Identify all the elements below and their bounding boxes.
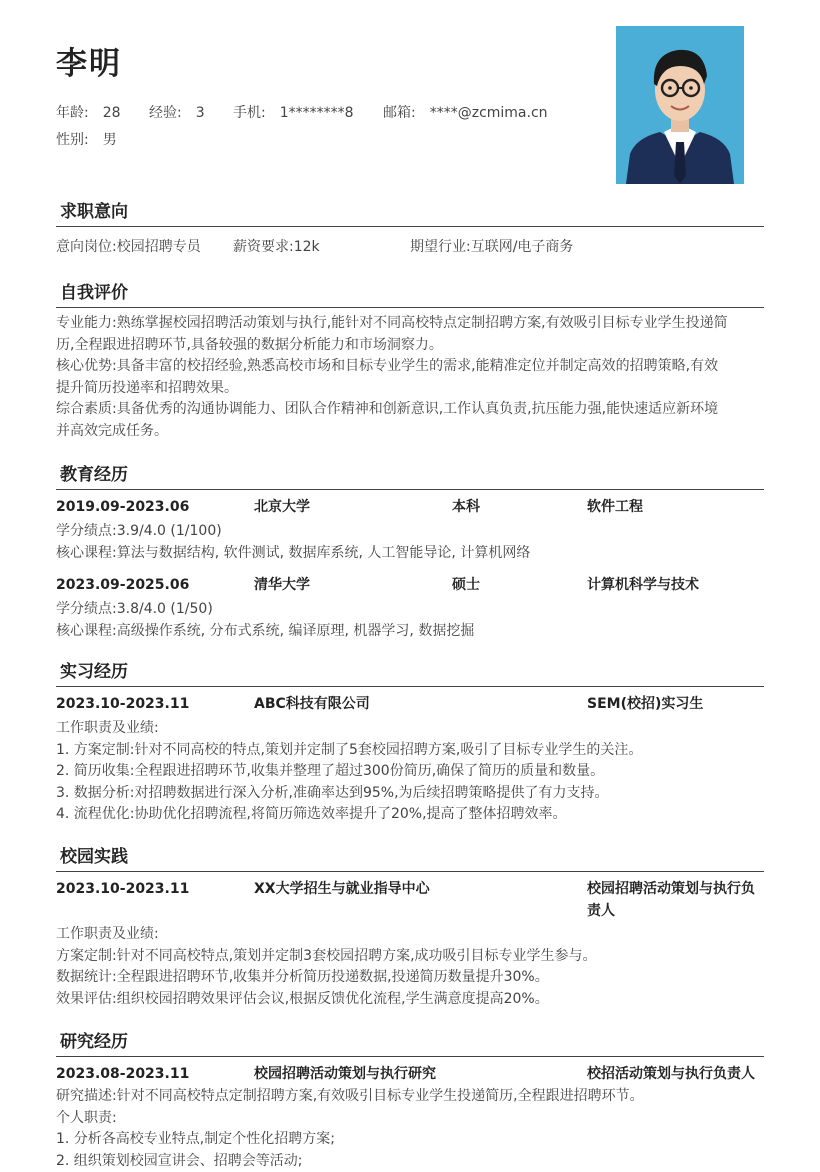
- education-date: 2019.09-2023.06: [56, 496, 189, 519]
- self-evaluation-title: 自我评价: [56, 279, 764, 308]
- internship-role: SEM(校招)实习生: [587, 693, 703, 716]
- job-intent-title: 求职意向: [56, 198, 764, 227]
- education-courses: 核心课程:算法与数据结构, 软件测试, 数据库系统, 人工智能导论, 计算机网络: [56, 543, 764, 565]
- campus-line: 效果评估:组织校园招聘效果评估会议,根据反馈优化流程,学生满意度提高20%。: [56, 989, 764, 1011]
- self-evaluation-line: 提升简历投递率和招聘效果。: [56, 378, 764, 400]
- research-date: 2023.08-2023.11: [56, 1063, 189, 1086]
- candidate-name: 李明: [56, 38, 122, 83]
- gender-value: 男: [103, 132, 117, 148]
- education-date: 2023.09-2025.06: [56, 574, 189, 597]
- phone-label: 手机:: [233, 105, 266, 121]
- job-intent-section: [56, 198, 764, 258]
- campus-organization: XX大学招生与就业指导中心: [254, 878, 430, 901]
- internship-company: ABC科技有限公司: [254, 693, 370, 716]
- research-line: 研究描述:针对不同高校特点定制招聘方案,有效吸引目标专业学生投递简历,全程跟进招聘环节。: [56, 1086, 764, 1108]
- internship-entry-header: [56, 693, 764, 716]
- research-line: 2. 组织策划校园宣讲会、招聘会等活动;: [56, 1151, 764, 1172]
- internship-title: 实习经历: [56, 658, 764, 687]
- job-intent-row: [56, 236, 764, 258]
- phone-info: [233, 102, 354, 122]
- gender-info: [56, 129, 117, 149]
- internship-line: 3. 数据分析:对招聘数据进行深入分析,准确率达到95%,为后续招聘策略提供了有力支持。: [56, 783, 764, 805]
- education-section: [56, 461, 764, 642]
- education-gpa: 学分绩点:3.9/4.0 (1/100): [56, 521, 764, 543]
- age-label: 年龄:: [56, 105, 89, 121]
- phone-value: 1********8: [280, 105, 354, 121]
- education-school: 北京大学: [254, 496, 310, 519]
- campus-line: 数据统计:全程跟进招聘环节,收集并分析简历投递数据,投递简历数量提升30%。: [56, 967, 764, 989]
- education-title: 教育经历: [56, 461, 764, 490]
- self-evaluation-line: 并高效完成任务。: [56, 421, 764, 443]
- expected-industry: 期望行业:互联网/电子商务: [410, 236, 573, 258]
- education-entry-header: [56, 496, 764, 519]
- campus-line: 方案定制:针对不同高校特点,策划并定制3套校园招聘方案,成功吸引目标专业学生参与。: [56, 946, 764, 968]
- research-role: 校招活动策划与执行负责人: [587, 1063, 755, 1086]
- self-evaluation-line: 历,全程跟进招聘环节,具备较强的数据分析能力和市场洞察力。: [56, 335, 764, 357]
- self-evaluation-line: 专业能力:熟练掌握校园招聘活动策划与执行,能针对不同高校特点定制招聘方案,有效吸引目标专业学生投递简: [56, 313, 764, 335]
- internship-line: 工作职责及业绩:: [56, 718, 764, 740]
- portrait-illustration: [616, 26, 744, 184]
- expected-salary: 薪资要求:12k: [233, 236, 320, 258]
- education-degree: 硕士: [452, 574, 480, 597]
- education-entry-header: [56, 574, 764, 597]
- education-courses: 核心课程:高级操作系统, 分布式系统, 编译原理, 机器学习, 数据挖掘: [56, 621, 764, 643]
- research-title: 研究经历: [56, 1028, 764, 1057]
- internship-section: [56, 658, 764, 826]
- research-project: 校园招聘活动策划与执行研究: [254, 1063, 436, 1086]
- internship-line: 4. 流程优化:协助优化招聘流程,将简历筛选效率提升了20%,提高了整体招聘效率。: [56, 804, 764, 826]
- research-line: 个人职责:: [56, 1108, 764, 1130]
- internship-line: 1. 方案定制:针对不同高校的特点,策划并定制了5套校园招聘方案,吸引了目标专业学生的关注。: [56, 740, 764, 762]
- research-entry-header: [56, 1063, 764, 1086]
- education-school: 清华大学: [254, 574, 310, 597]
- education-degree: 本科: [452, 496, 480, 519]
- experience-value: 3: [196, 105, 205, 121]
- age-value: 28: [103, 105, 121, 121]
- education-major: 计算机科学与技术: [587, 574, 699, 597]
- email-info: [383, 102, 548, 122]
- self-evaluation-line: 综合素质:具备优秀的沟通协调能力、团队合作精神和创新意识,工作认真负责,抗压能力强,能快速适应新环境: [56, 399, 764, 421]
- internship-date: 2023.10-2023.11: [56, 693, 189, 716]
- research-body: [56, 1086, 764, 1172]
- research-line: 1. 分析各高校专业特点,制定个性化招聘方案;: [56, 1129, 764, 1151]
- email-value: ****@zcmima.cn: [430, 105, 548, 121]
- campus-date: 2023.10-2023.11: [56, 878, 189, 901]
- campus-entry-header: [56, 878, 764, 922]
- internship-line: 2. 简历收集:全程跟进招聘环节,收集并整理了超过300份简历,确保了简历的质量和数量。: [56, 761, 764, 783]
- self-evaluation-body: [56, 313, 764, 442]
- intended-position: 意向岗位:校园招聘专员: [56, 236, 201, 258]
- profile-photo: [616, 26, 744, 184]
- campus-practice-title: 校园实践: [56, 843, 764, 872]
- education-gpa: 学分绩点:3.8/4.0 (1/50): [56, 599, 764, 621]
- research-section: [56, 1028, 764, 1172]
- self-evaluation-line: 核心优势:具备丰富的校招经验,熟悉高校市场和目标专业学生的需求,能精准定位并制定高效的招聘策略,有效: [56, 356, 764, 378]
- email-label: 邮箱:: [383, 105, 416, 121]
- experience-info: [149, 102, 205, 122]
- campus-line: 工作职责及业绩:: [56, 924, 764, 946]
- experience-label: 经验:: [149, 105, 182, 121]
- gender-label: 性别:: [56, 132, 89, 148]
- campus-body: [56, 924, 764, 1010]
- self-evaluation-section: [56, 279, 764, 442]
- campus-practice-section: [56, 843, 764, 1010]
- education-major: 软件工程: [587, 496, 643, 519]
- internship-body: [56, 718, 764, 826]
- age-info: [56, 102, 121, 122]
- campus-role: 校园招聘活动策划与执行负责人: [587, 878, 764, 922]
